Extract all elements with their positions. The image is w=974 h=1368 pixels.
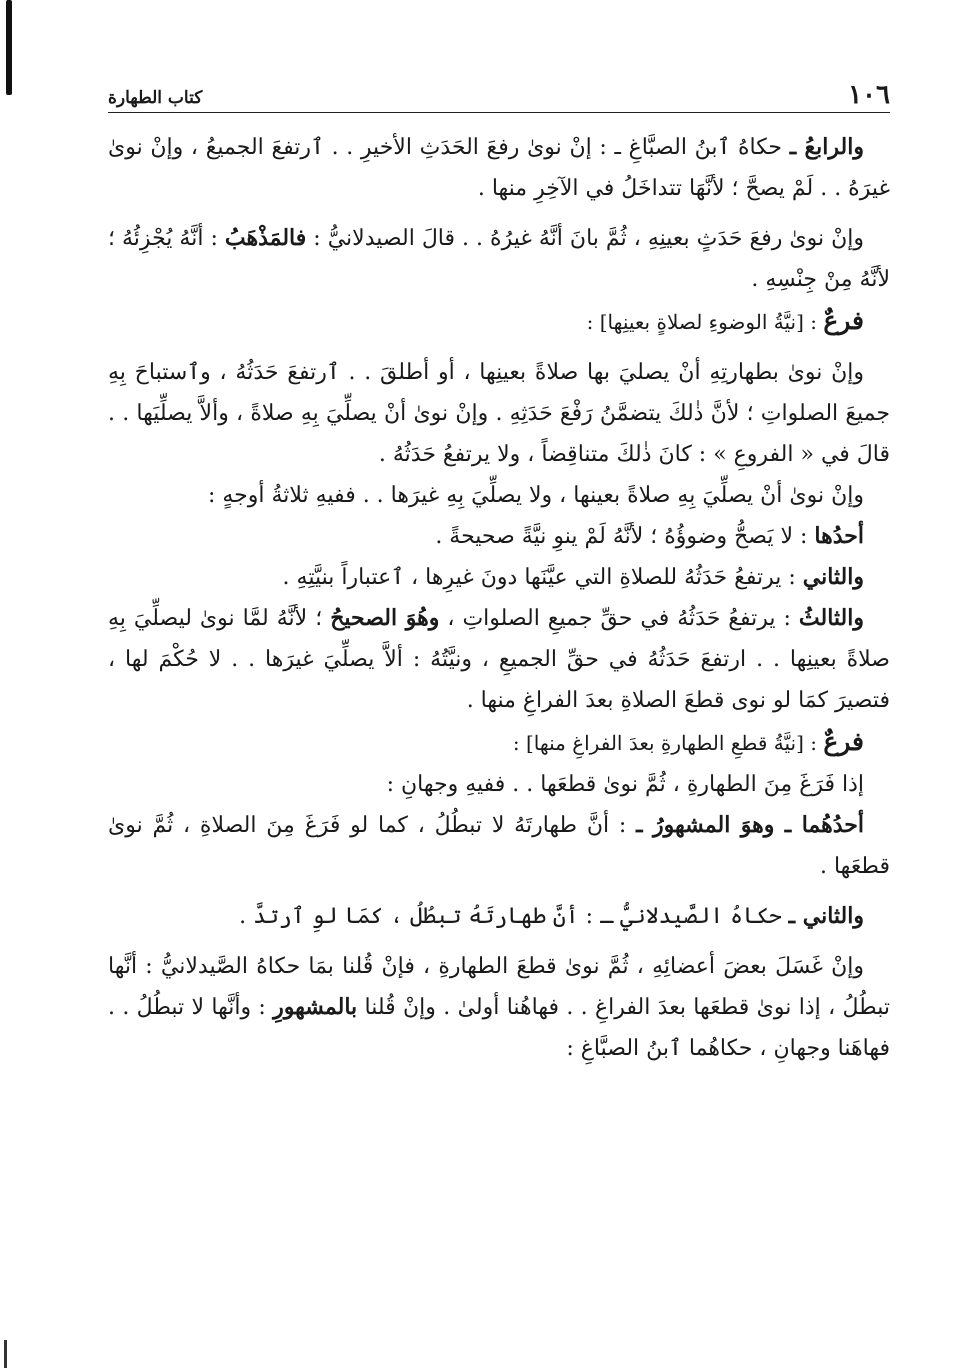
paragraph-text: حكاهُ ٱبنُ الصبَّاغِ ـ : إنْ نوىٰ رفعَ الحَدَثِ الأخيرِ . . ٱرتفعَ الجميعُ ، وإنْ نوىٰ غيرَهُ . . لَمْ يصحَّ ؛ لأنَّهَا تتداخَلُ في الآخِرِ منها . (108, 135, 890, 201)
branch-label: فرعٌ (823, 306, 864, 335)
paragraph-lead: أحدُهُما ـ وهوَ المشهورُ ـ (636, 812, 864, 838)
paragraph-lead: والثاني (802, 564, 864, 590)
paragraph-fourth-view (108, 127, 890, 209)
book-title: كتاب الطهارة (108, 88, 203, 108)
branch-heading-2 (108, 721, 890, 764)
branch-title: : [نيَّةُ قطعِ الطهارةِ بعدَ الفراغِ منها] : (512, 731, 824, 755)
paragraph-text: : لا يَصحُّ وضوؤُهُ ؛ لأنَّهُ لَمْ ينوِ نيَّةً صحيحةً . (435, 524, 815, 549)
page-number: ١٠٦ (848, 80, 890, 110)
paragraph-third-view (108, 598, 890, 721)
paragraph-intent-cut (108, 764, 890, 805)
paragraph-saydalani-view (108, 896, 890, 937)
running-header (108, 78, 890, 113)
paragraph-tail: ؛ لأنَّهُ لمَّا نوىٰ ليصلِّيَ بِهِ صلاةً بعينِها . . ارتفعَ حَدَثُهُ في حقِّ الجميعِ ، ونيَّتُهُ : ألاَّ يصلِّيَ غيرَها . . لا حُكْمَ لها ، فتصيرَ كمَا لو نوى قطعَ الصلاةِ بعدَ الفراغِ منها . (108, 606, 890, 713)
paragraph-partial-washing (108, 946, 890, 1069)
paragraph-text: وإنْ غَسَلَ بعضَ أعضائِهِ ، ثُمَّ نوىٰ قطعَ الطهارةِ ، فإنْ قُلنا بمَا حكاهُ الصَّيدلانيُّ : أنَّها تبطُلُ ، إذا نوىٰ قطعَها بعدَ الفراغِ . . فهاهُنا أولىٰ . وإنْ قُلنا (108, 954, 890, 1020)
branch-heading-1 (108, 300, 890, 343)
paragraph-wudu-specific-prayer (108, 352, 890, 475)
scan-edge-mark (6, 0, 12, 95)
paragraph-bold-term: فالمَذْهَبُ (224, 225, 307, 251)
book-page (108, 78, 890, 1069)
branch-title: : [نيَّةُ الوضوءِ لصلاةٍ بعينِها] : (586, 310, 824, 334)
paragraph-text: : أنَّ طهارتَهُ لا تبطُلُ ، كما لو فَرَغَ مِنَ الصلاةِ ، ثُمَّ نوىٰ قطعَها . (108, 813, 890, 879)
paragraph-text: وإنْ نوىٰ أنْ يصلِّيَ بِهِ صلاةً بعينها ، ولا يصلِّيَ بِهِ غيرَها . . ففيهِ ثلاثةُ أوجهٍ : (207, 483, 864, 508)
scan-edge-mark-bottom (4, 1340, 7, 1368)
paragraph-tail: : أنَّهُ يُجْزِئُهُ ؛ لأنَّهُ مِنْ جِنْسِهِ . (108, 226, 890, 292)
paragraph-bold-term: وهُوَ الصحيحُ (330, 605, 440, 631)
paragraph-lead: والثالثُ (798, 605, 864, 631)
paragraph-tail: : وأنَّها لا تبطُلُ . . فهاهَنا وجهانِ ، حكاهُما ٱبنُ الصبَّاغِ : (108, 995, 890, 1061)
paragraph-second-view (108, 557, 890, 598)
paragraph-well-known-view (108, 805, 890, 887)
paragraph-text: وإنْ نوىٰ رفعَ حَدَثٍ بعينِهِ ، ثُمَّ بانَ أنَّهُ غيرُهُ . . قالَ الصيدلانيُّ : (306, 226, 864, 251)
paragraph-bold-term: بالمشهورِ (273, 994, 358, 1020)
paragraph-text: إذا فَرَغَ مِنَ الطهارةِ ، ثُمَّ نوىٰ قطعَها . . ففيهِ وجهانِ : (386, 772, 864, 797)
paragraph-text: وإنْ نوىٰ بطهارتِهِ أنْ يصليَ بها صلاةً بعينِها ، أو أطلقَ . . ٱرتفعَ حَدَثُهُ ، وٱستباحَ بِهِ جميعَ الصلواتِ ؛ لأنَّ ذٰلكَ يتضمَّنُ رَفْعَ حَدَثِهِ . وإنْ نوىٰ أنْ يصلِّيَ بِهِ صلاةً ، وألاَّ يصلِّيَها . . قالَ في « الفروعِ » : كانَ ذٰلكَ متناقِضاً ، ولا يرتفعُ حَدَثُهُ . (108, 360, 890, 467)
paragraph-first-view (108, 516, 890, 557)
branch-label: فرعٌ (823, 727, 864, 756)
paragraph-text: حكاهُ الصَّيدلانيُّ ـ : أنَّ طهارتَهُ تبطُلُ ، كمَا لوِ ٱرتدَّ . (239, 904, 789, 929)
paragraph-lead: والثاني ـ (788, 903, 864, 929)
paragraph-text: : يرتفعُ حَدَثُهُ في حقِّ جميعِ الصلواتِ ، (439, 606, 799, 631)
paragraph-three-views (108, 475, 890, 516)
paragraph-lead: والرابعُ ـ (789, 134, 864, 160)
paragraph-text: : يرتفعُ حَدَثُهُ للصلاةِ التي عيَّنَها دونَ غيرِها ، ٱعتباراً بنيَّتِهِ . (282, 565, 803, 590)
paragraph-lead: أحدُها (814, 523, 864, 549)
paragraph-specific-hadath (108, 218, 890, 300)
